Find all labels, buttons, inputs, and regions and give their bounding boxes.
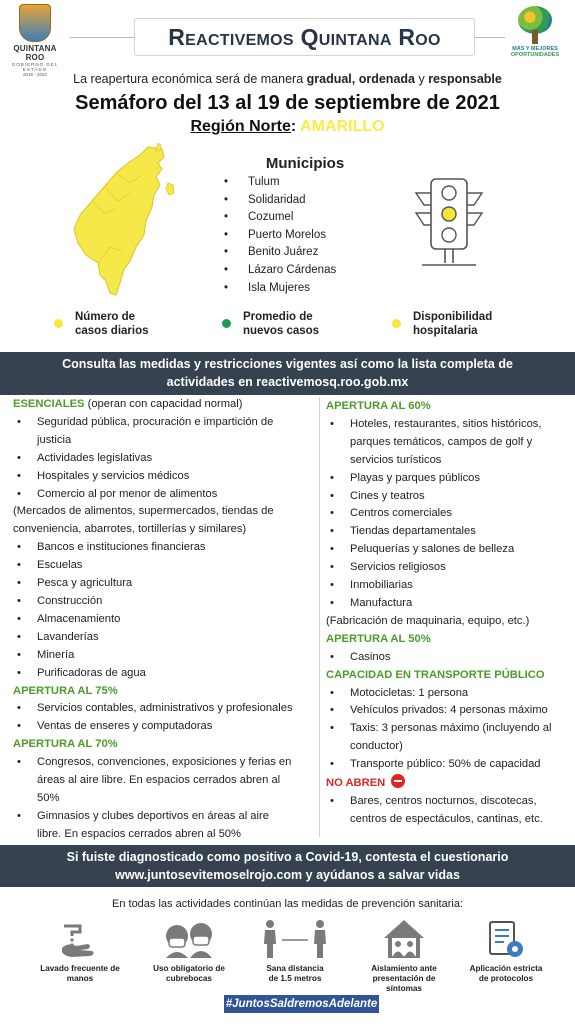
tagline: La reapertura económica será de manera gradual, ordenada y responsable [73, 72, 502, 86]
tree-icon [518, 6, 552, 44]
list-item: • Solidaridad [220, 192, 380, 210]
region-name: Región Norte [190, 118, 291, 135]
list-item: • Transporte público: 50% de capacidad [326, 756, 575, 774]
list-item: • Vehículos privados: 4 personas máximo [326, 702, 575, 720]
list-item: • Lavanderías [13, 629, 318, 647]
title-box [134, 18, 475, 56]
consulta-banner: Consulta las medidas y restricciones vigentes así como la lista completa de actividades en reactivemosq.roo.gob.mx [0, 352, 575, 395]
list-item: • Actividades legislativas [13, 450, 318, 468]
left-column [13, 396, 318, 844]
prevencion-item: Aplicación estricta de protocolos [456, 918, 556, 984]
prevencion-item: Sana distancia de 1.5 metros [245, 918, 345, 984]
list-item: • Minería [13, 647, 318, 665]
quintana-roo-map-icon [70, 143, 180, 303]
mas-y-mejores-logo [507, 6, 563, 68]
list-item: • Ventas de enseres y computadoras [13, 718, 318, 736]
list-item: centros de espectáculos, cantinas, etc. [350, 812, 543, 825]
list-item: • Bancos e instituciones financieras [13, 539, 318, 557]
header [0, 0, 575, 77]
list-item: áreas al aire libre. En espacios cerrados abren al [37, 774, 281, 787]
list-item: • Congresos, convenciones, exposiciones y ferias en [13, 754, 318, 772]
prevencion-item: Uso obligatorio de cubrebocas [139, 918, 239, 984]
indicators [0, 310, 575, 342]
list-item: • Puerto Morelos [220, 227, 380, 245]
list-item: • Tiendas departamentales [326, 523, 575, 541]
list-item: • Escuelas [13, 557, 318, 575]
protocol-icon [486, 918, 526, 960]
section-no-abren: NO ABREN [326, 774, 575, 793]
list-item: • Purificadoras de agua [13, 665, 318, 683]
logo-left-years: 2016 - 2022 [22, 72, 48, 77]
list-item: • Hoteles, restaurantes, sitios históricos, [326, 416, 575, 434]
list-item: parques temáticos, campos de golf y [350, 435, 533, 448]
list-item: servicios turísticos [350, 453, 442, 466]
distance-icon [260, 918, 330, 960]
list-item: • Gimnasios y clubes deportivos en áreas al aire [13, 808, 318, 826]
list-item: • Casinos [326, 649, 575, 667]
status-dot-icon [392, 319, 401, 328]
status-dot-icon [222, 319, 231, 328]
list-item: • Manufactura [326, 595, 575, 613]
page-title: Reactivemos Quintana Roo [168, 23, 441, 50]
list-item: • Motocicletas: 1 persona [326, 685, 575, 703]
list-item: • Bares, centros nocturnos, discotecas, [326, 793, 575, 811]
list-item: • Servicios religiosos [326, 559, 575, 577]
website-link[interactable]: actividades en reactivemosq.roo.gob.mx [166, 375, 409, 389]
section-apertura-75: APERTURA AL 75% [13, 684, 118, 697]
hashtag-badge: #JuntosSaldremosAdelante [224, 995, 379, 1013]
list-item: • Benito Juárez [220, 244, 380, 262]
prevencion-icons [0, 918, 575, 993]
note-text: (Mercados de alimentos, supermercados, tiendas de [13, 505, 274, 518]
section-apertura-60: APERTURA AL 60% [326, 400, 431, 412]
list-item: • Construcción [13, 593, 318, 611]
region-status: AMARILLO [300, 118, 385, 135]
list-item: • Comercio al por menor de alimentos [13, 486, 318, 504]
indicator-disponibilidad-hospitalaria: Disponibilidad hospitalaria [392, 310, 492, 338]
list-item: justicia [37, 433, 72, 446]
title-line-right [475, 37, 505, 38]
list-item: libre. En espacios cerrados abren al 50% [37, 827, 241, 840]
facemask-icon [163, 918, 215, 960]
list-item: • Hospitales y servicios médicos [13, 468, 318, 486]
list-item: • Tulum [220, 174, 380, 192]
cuestionario-link[interactable]: www.juntosevitemoselrojo.com y ayúdanos a salvar vidas [115, 868, 460, 882]
covid-banner: Si fuiste diagnosticado como positivo a Covid-19, contesta el cuestionario www.juntosevitemoselrojo.com y ayúdanos a salvar vidas [0, 845, 575, 887]
list-item: • Inmobiliarias [326, 577, 575, 595]
prevencion-title: En todas las actividades continúan las medidas de prevención sanitaria: [112, 898, 463, 910]
list-item: • Cozumel [220, 209, 380, 227]
list-item: • Isla Mujeres [220, 280, 380, 298]
list-item: • Lázaro Cárdenas [220, 262, 380, 280]
municipios-list [220, 174, 380, 297]
list-item: • Pesca y agricultura [13, 575, 318, 593]
logo-right-line2: OPORTUNIDADES [510, 52, 560, 58]
logo-left-sub: GOBIERNO DEL ESTADO [11, 62, 59, 72]
status-dot-icon [54, 319, 63, 328]
region-line: Región Norte: AMARILLO [190, 118, 385, 135]
no-entry-icon [391, 774, 405, 788]
section-apertura-70: APERTURA AL 70% [13, 738, 118, 751]
semaforo-title: Semáforo del 13 al 19 de septiembre de 2021 [75, 92, 500, 114]
indicator-nuevos-casos: Promedio de nuevos casos [222, 310, 319, 338]
section-transporte: CAPACIDAD EN TRANSPORTE PÚBLICO [326, 668, 545, 681]
list-item: • Cines y teatros [326, 488, 575, 506]
handwash-icon [58, 918, 102, 960]
right-column [326, 398, 575, 829]
municipios-title: Municipios [265, 155, 345, 172]
quintana-roo-logo [4, 4, 66, 77]
column-divider [319, 397, 320, 837]
prevencion-item: Aislamiento ante presentación de síntomas [354, 918, 454, 994]
section-apertura-50: APERTURA AL 50% [326, 632, 431, 645]
list-item: • Playas y parques públicos [326, 470, 575, 488]
list-item: • Taxis: 3 personas máximo (incluyendo al [326, 720, 575, 738]
section-esenciales: ESENCIALES (operan con capacidad normal) [13, 398, 243, 410]
logo-left-name: QUINTANA ROO [13, 44, 57, 62]
list-item: 50% [37, 791, 60, 804]
note-text: (Fabricación de maquinaria, equipo, etc.) [326, 614, 530, 627]
state-crest-icon [19, 4, 51, 42]
note-text: conveniencia, abarrotes, tortillerías y similares) [13, 523, 247, 536]
indicator-casos-diarios: Número de casos diarios [54, 310, 149, 338]
home-isolation-icon [382, 918, 426, 960]
list-item: • Almacenamiento [13, 611, 318, 629]
list-item: • Centros comerciales [326, 505, 575, 523]
list-item: • Servicios contables, administrativos y profesionales [13, 700, 318, 718]
logo-right-line1: MÁS Y MEJORES [512, 46, 558, 52]
list-item: • Peluquerías y salones de belleza [326, 541, 575, 559]
prevencion-item: Lavado frecuente de manos [30, 918, 130, 984]
list-item: • Seguridad pública, procuración e impartición de [13, 414, 318, 432]
title-line-left [70, 37, 134, 38]
list-item: conductor) [350, 740, 403, 753]
traffic-light-icon [414, 175, 484, 270]
